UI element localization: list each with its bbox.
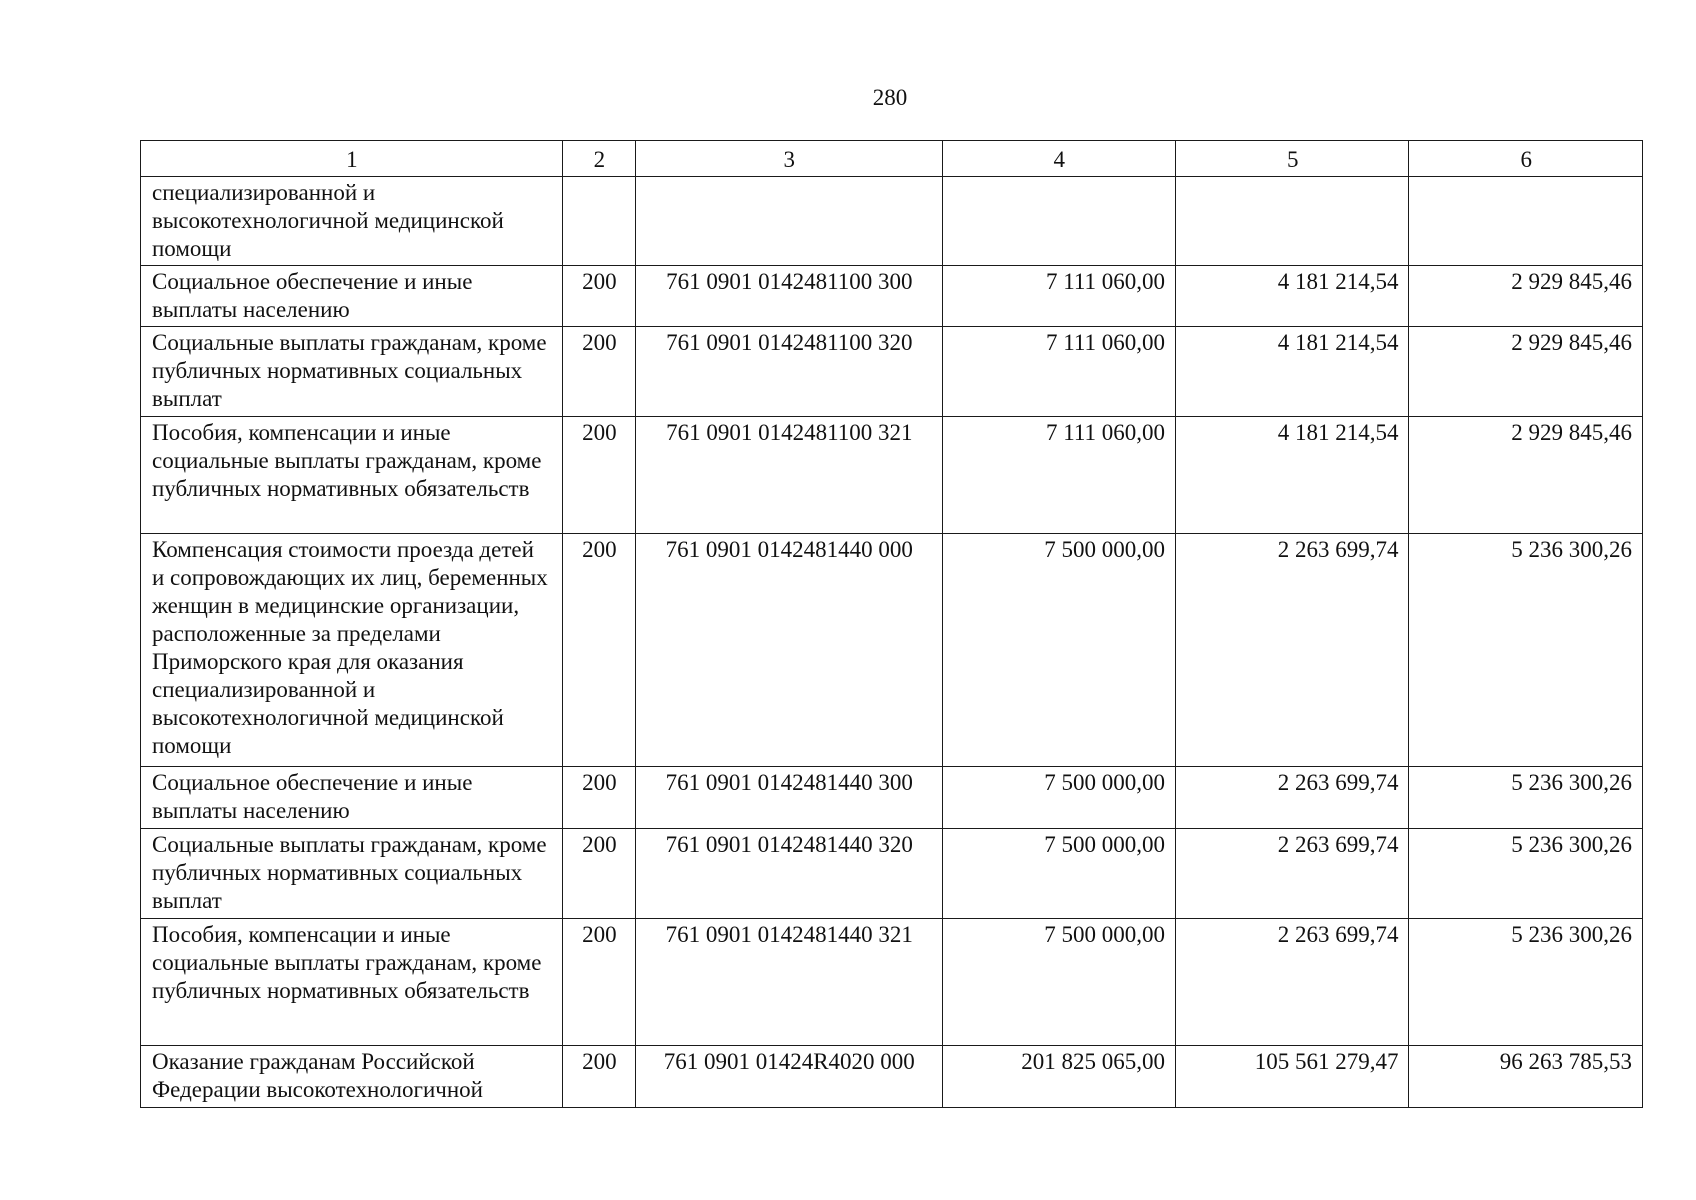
row-approved-cell: 7 500 000,00 (942, 534, 1175, 767)
row-approved-cell: 201 825 065,00 (942, 1046, 1175, 1108)
row-code-cell: 200 (562, 919, 635, 1046)
row-classification-cell: 761 0901 0142481100 300 (635, 266, 942, 327)
row-classification-cell: 761 0901 0142481100 321 (635, 417, 942, 534)
row-name-cell: Социальные выплаты гражданам, кроме публичных нормативных социальных выплат (141, 327, 563, 417)
row-remaining-cell: 96 263 785,53 (1409, 1046, 1643, 1108)
row-classification-cell: 761 0901 0142481100 320 (635, 327, 942, 417)
row-classification-cell: 761 0901 0142481440 000 (635, 534, 942, 767)
row-classification-cell: 761 0901 0142481440 321 (635, 919, 942, 1046)
row-executed-cell (1176, 177, 1409, 266)
row-executed-cell: 4 181 214,54 (1176, 417, 1409, 534)
header-col-4: 4 (942, 141, 1175, 177)
header-col-2: 2 (562, 141, 635, 177)
header-col-5: 5 (1176, 141, 1409, 177)
table-row (141, 327, 1643, 417)
table-row (141, 829, 1643, 919)
table-row (141, 1046, 1643, 1108)
header-col-1: 1 (141, 141, 563, 177)
table-body (141, 177, 1643, 1108)
row-classification-cell: 761 0901 0142481440 300 (635, 767, 942, 829)
row-name-cell: Социальное обеспечение и иные выплаты населению (141, 767, 563, 829)
row-remaining-cell: 5 236 300,26 (1409, 829, 1643, 919)
row-name-cell: Оказание гражданам Российской Федерации высокотехнологичной (141, 1046, 563, 1108)
table-header (141, 141, 1643, 177)
row-remaining-cell: 5 236 300,26 (1409, 919, 1643, 1046)
row-approved-cell (942, 177, 1175, 266)
row-classification-cell: 761 0901 01424R4020 000 (635, 1046, 942, 1108)
row-name-cell: Социальные выплаты гражданам, кроме публичных нормативных социальных выплат (141, 829, 563, 919)
row-name-cell: Социальное обеспечение и иные выплаты населению (141, 266, 563, 327)
row-name-cell: специализированной и высокотехнологичной медицинской помощи (141, 177, 563, 266)
header-row (141, 141, 1643, 177)
row-executed-cell: 2 263 699,74 (1176, 919, 1409, 1046)
row-approved-cell: 7 111 060,00 (942, 266, 1175, 327)
page-number: 280 (872, 85, 908, 110)
row-approved-cell: 7 500 000,00 (942, 767, 1175, 829)
row-executed-cell: 4 181 214,54 (1176, 327, 1409, 417)
row-classification-cell: 761 0901 0142481440 320 (635, 829, 942, 919)
row-remaining-cell: 2 929 845,46 (1409, 417, 1643, 534)
row-executed-cell: 4 181 214,54 (1176, 266, 1409, 327)
row-name-cell: Пособия, компенсации и иные социальные выплаты гражданам, кроме публичных нормативных обязательств (141, 417, 563, 534)
row-code-cell: 200 (562, 1046, 635, 1108)
row-executed-cell: 2 263 699,74 (1176, 767, 1409, 829)
table-row (141, 417, 1643, 534)
row-remaining-cell (1409, 177, 1643, 266)
row-code-cell: 200 (562, 327, 635, 417)
row-code-cell: 200 (562, 534, 635, 767)
table-row (141, 534, 1643, 767)
row-approved-cell: 7 111 060,00 (942, 327, 1175, 417)
row-approved-cell: 7 500 000,00 (942, 919, 1175, 1046)
header-col-3: 3 (635, 141, 942, 177)
row-executed-cell: 2 263 699,74 (1176, 829, 1409, 919)
header-col-6: 6 (1409, 141, 1643, 177)
row-code-cell: 200 (562, 767, 635, 829)
row-classification-cell (635, 177, 942, 266)
row-executed-cell: 105 561 279,47 (1176, 1046, 1409, 1108)
table-row (141, 266, 1643, 327)
row-code-cell: 200 (562, 266, 635, 327)
table-row (141, 177, 1643, 266)
row-code-cell: 200 (562, 417, 635, 534)
row-code-cell (562, 177, 635, 266)
row-remaining-cell: 5 236 300,26 (1409, 767, 1643, 829)
row-remaining-cell: 2 929 845,46 (1409, 266, 1643, 327)
row-name-cell: Компенсация стоимости проезда детей и сопровождающих их лиц, беременных женщин в медицинские организации, расположенные за пределами Приморского края для оказания специализированной и высокотехнологичной медицинской помощи (141, 534, 563, 767)
table-row (141, 767, 1643, 829)
row-executed-cell: 2 263 699,74 (1176, 534, 1409, 767)
row-approved-cell: 7 111 060,00 (942, 417, 1175, 534)
row-remaining-cell: 5 236 300,26 (1409, 534, 1643, 767)
row-approved-cell: 7 500 000,00 (942, 829, 1175, 919)
row-remaining-cell: 2 929 845,46 (1409, 327, 1643, 417)
table-row (141, 919, 1643, 1046)
budget-table (140, 140, 1643, 1108)
row-code-cell: 200 (562, 829, 635, 919)
row-name-cell: Пособия, компенсации и иные социальные выплаты гражданам, кроме публичных нормативных обязательств (141, 919, 563, 1046)
